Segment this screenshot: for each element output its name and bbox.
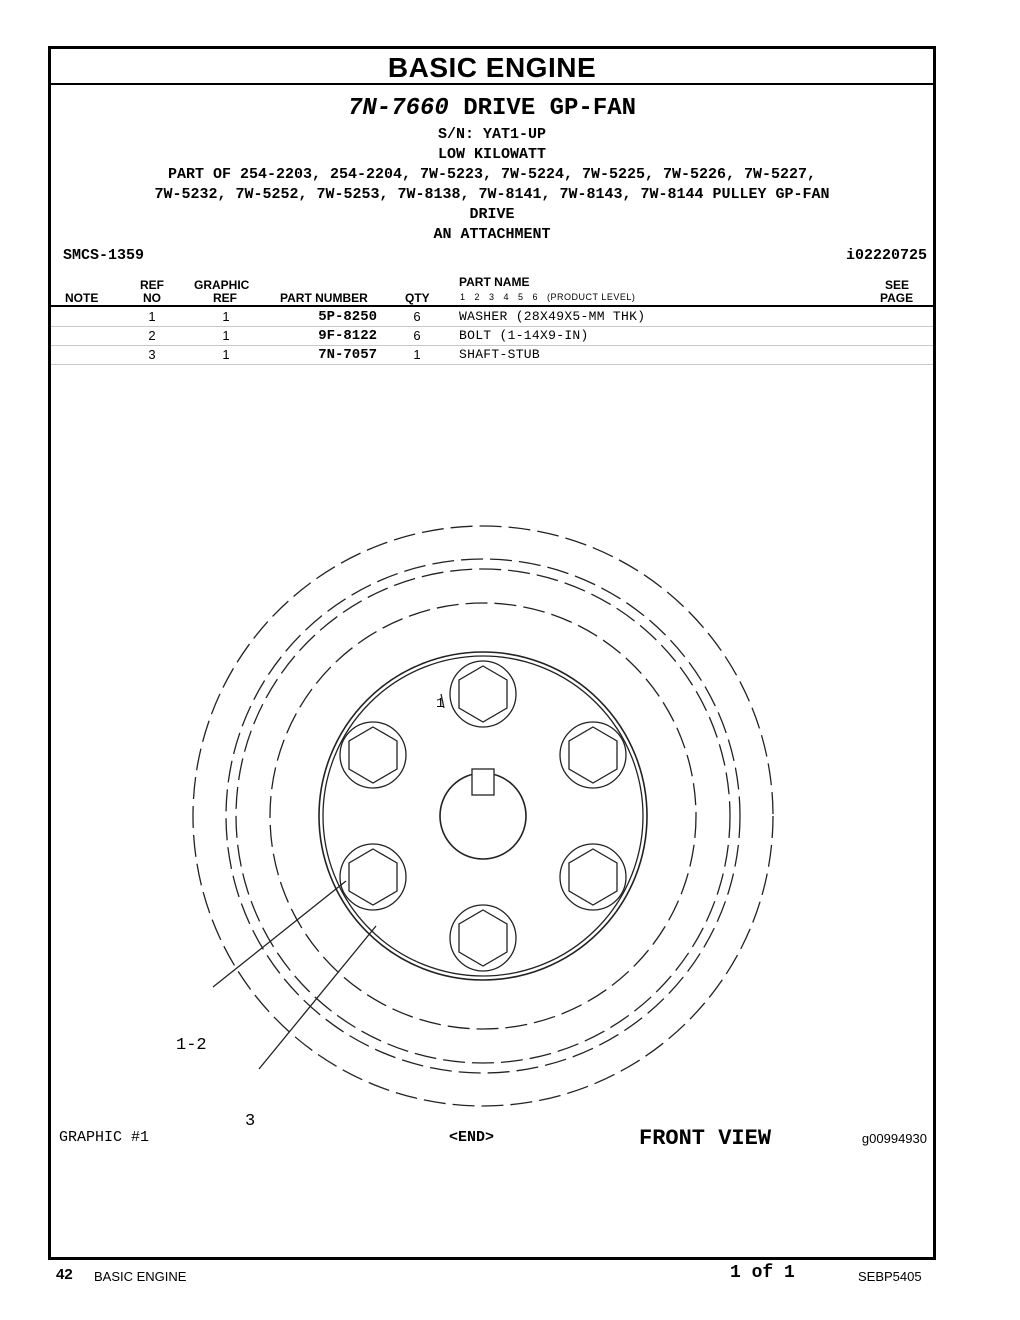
graphic-ref: 1 (222, 347, 230, 362)
serial-number: S/N: YAT1-UP (437, 126, 547, 143)
leader-1-2 (213, 881, 346, 987)
quantity: 1 (413, 347, 421, 362)
quantity: 6 (413, 309, 421, 324)
bolt-upper-left (340, 722, 406, 788)
col-graphic-top: GRAPHIC (194, 278, 250, 292)
ref-no: 2 (148, 328, 156, 343)
part-number[interactable]: 5P-8250 (318, 309, 377, 325)
end-marker: <END> (449, 1129, 495, 1146)
bolt-bottom (450, 905, 516, 971)
graphic-ref: 1 (222, 309, 230, 324)
section-title: BASIC ENGINE (51, 49, 933, 85)
leader-3 (259, 926, 376, 1069)
document-number: SEBP5405 (858, 1269, 922, 1284)
ref-no: 3 (148, 347, 156, 362)
col-ref-top: REF (140, 278, 164, 292)
part-name-title: DRIVE GP-FAN (463, 95, 637, 122)
col-qty: QTY (405, 291, 430, 305)
part-name: SHAFT-STUB (459, 347, 541, 362)
callout-3: 3 (245, 1112, 256, 1131)
col-see-top: SEE (885, 278, 910, 292)
view-label: FRONT VIEW (639, 1126, 772, 1151)
pulley-groove-outer (226, 559, 740, 1073)
smcs-code: SMCS-1359 (63, 247, 145, 264)
pulley-groove-inner (236, 569, 730, 1063)
graphic-ref: 1 (222, 328, 230, 343)
part-number[interactable]: 9F-8122 (318, 328, 377, 344)
part-name: WASHER (28X49X5-MM THK) (459, 309, 646, 324)
bolt-upper-right (560, 722, 626, 788)
table-row (51, 308, 933, 327)
illustration-id: i02220725 (845, 247, 927, 264)
graphic-code: g00994930 (861, 1131, 927, 1146)
callout-1: 1 (436, 696, 445, 712)
footer-section: BASIC ENGINE (94, 1269, 187, 1284)
bolt-lower-right (560, 844, 626, 910)
col-ref-bottom: NO (143, 291, 161, 305)
parts-table-header (51, 275, 933, 307)
part-header (51, 95, 933, 245)
part-number[interactable]: 7N-7057 (318, 347, 377, 363)
bolt-top (450, 661, 516, 727)
attachment-note: AN ATTACHMENT (433, 226, 551, 243)
col-graphic-bottom: REF (213, 291, 237, 305)
page-of: 1 of 1 (730, 1263, 795, 1283)
col-see-bottom: PAGE (880, 291, 914, 305)
col-product-levels: 1 2 3 4 5 6 (PRODUCT LEVEL) (460, 292, 636, 302)
quantity: 6 (413, 328, 421, 343)
page-number: 42 (56, 1266, 73, 1283)
col-part-name: PART NAME (459, 275, 530, 289)
table-row (51, 327, 933, 346)
part-of-line-2: 7W-5232, 7W-5252, 7W-5253, 7W-8138, 7W-8141, 7W-8143, 7W-8144 PULLEY GP-FAN (154, 186, 830, 203)
pulley-hub-ring (270, 603, 696, 1029)
part-number-title: 7N-7660 (347, 95, 449, 122)
part-title (51, 95, 933, 123)
hub-face-inner (323, 656, 643, 976)
part-of-line-3: DRIVE (469, 206, 515, 223)
ref-no: 1 (148, 309, 156, 324)
col-part-number: PART NUMBER (280, 291, 368, 305)
part-of-line-1: PART OF 254-2203, 254-2204, 7W-5223, 7W-5224, 7W-5225, 7W-5226, 7W-5227, (167, 166, 817, 183)
bolt-lower-left (340, 844, 406, 910)
graphic-label: GRAPHIC #1 (59, 1129, 150, 1146)
page-frame (48, 46, 936, 1260)
part-name: BOLT (1-14X9-IN) (459, 328, 589, 343)
variant: LOW KILOWATT (437, 146, 547, 163)
col-note: NOTE (65, 291, 99, 305)
pulley-outer-ring (193, 526, 773, 1106)
hub-face-outer (319, 652, 647, 980)
keyway (472, 769, 494, 795)
callout-1-2: 1-2 (176, 1036, 207, 1055)
